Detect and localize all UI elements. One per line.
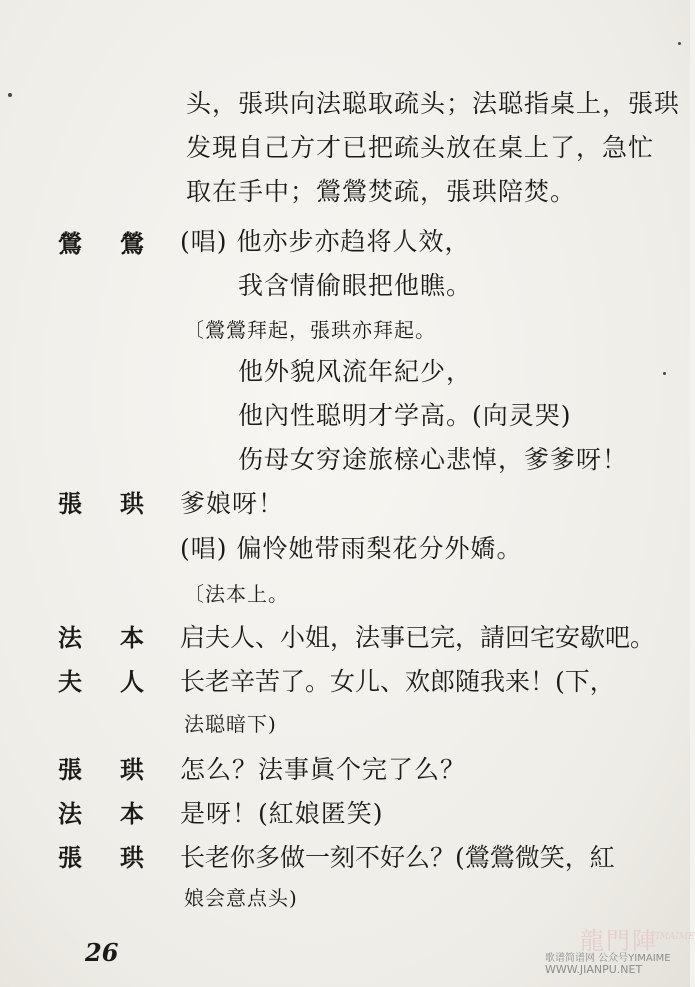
speaker-char: 本 [120, 623, 144, 652]
speaker-char: 張 [58, 489, 82, 518]
stage-direction: 〔法本上。 [184, 582, 289, 606]
sung-line: (唱) 他亦步亦趋将人效， [180, 227, 471, 256]
sung-line: 伤母女穷途旅榇心悲悼，爹爹呀！ [238, 445, 629, 474]
spoken-line: 爹娘呀！ [180, 489, 285, 518]
sung-line: 他外貌风流年紀少， [238, 357, 473, 386]
speaker-char: 珙 [120, 843, 144, 872]
sung-line: 他內性聪明才学高。(向灵哭) [238, 401, 572, 430]
watermark-text: 歌谱简谱网 公众号YIMAIME [545, 953, 671, 964]
speaker-char: 珙 [120, 489, 144, 518]
speaker-char: 張 [58, 843, 82, 872]
page-number: 26 [85, 938, 119, 967]
sung-line: 我含情偷眼把他瞧。 [238, 271, 473, 300]
speaker-char: 珙 [120, 755, 144, 784]
spoken-line: 怎么？法事眞个完了么？ [180, 755, 467, 784]
speaker-char: 本 [120, 799, 144, 828]
stage-direction: 娘会意点头) [184, 886, 298, 910]
speaker-char: 法 [58, 799, 82, 828]
speaker-char: 人 [120, 667, 144, 696]
stage-direction: 法聪暗下) [184, 712, 277, 736]
speaker-char: 張 [58, 755, 82, 784]
watermark-logo: 龍門陣 [580, 927, 658, 955]
speaker-char: 夫 [58, 667, 82, 696]
stage-direction-line-1: 头，張珙向法聪取疏头；法聪指桌上，張珙 [186, 89, 681, 118]
scan-speck [663, 372, 666, 375]
scan-speck [678, 42, 681, 45]
speaker-char: 法 [58, 623, 82, 652]
watermark-url: WWW.JIANPU.NET [545, 963, 643, 976]
speaker-char: 鶯 [120, 229, 144, 258]
scan-speck [8, 93, 12, 97]
speaker-char: 鶯 [58, 229, 82, 258]
stage-direction-line-3: 取在手中；鶯鶯焚疏，張珙陪焚。 [186, 177, 577, 206]
stage-direction: 〔鶯鶯拜起，張珙亦拜起。 [184, 318, 436, 342]
spoken-line: 是呀！(紅娘匿笑) [180, 799, 384, 828]
spoken-line: 启夫人、小姐，法事已完，請回宅安歇吧。 [180, 623, 656, 652]
sung-line: (唱) 偏怜她带雨梨花分外嬌。 [180, 534, 523, 563]
spoken-line: 长老你多做一刻不好么？(鶯鶯微笑，紅 [180, 843, 615, 872]
spoken-line: 长老辛苦了。女儿、欢郎随我来！(下， [180, 667, 615, 696]
stage-direction-line-2: 发現自己方才已把疏头放在桌上了，急忙 [186, 133, 655, 162]
watermark-logo-sub: YIMAIME [650, 932, 695, 942]
